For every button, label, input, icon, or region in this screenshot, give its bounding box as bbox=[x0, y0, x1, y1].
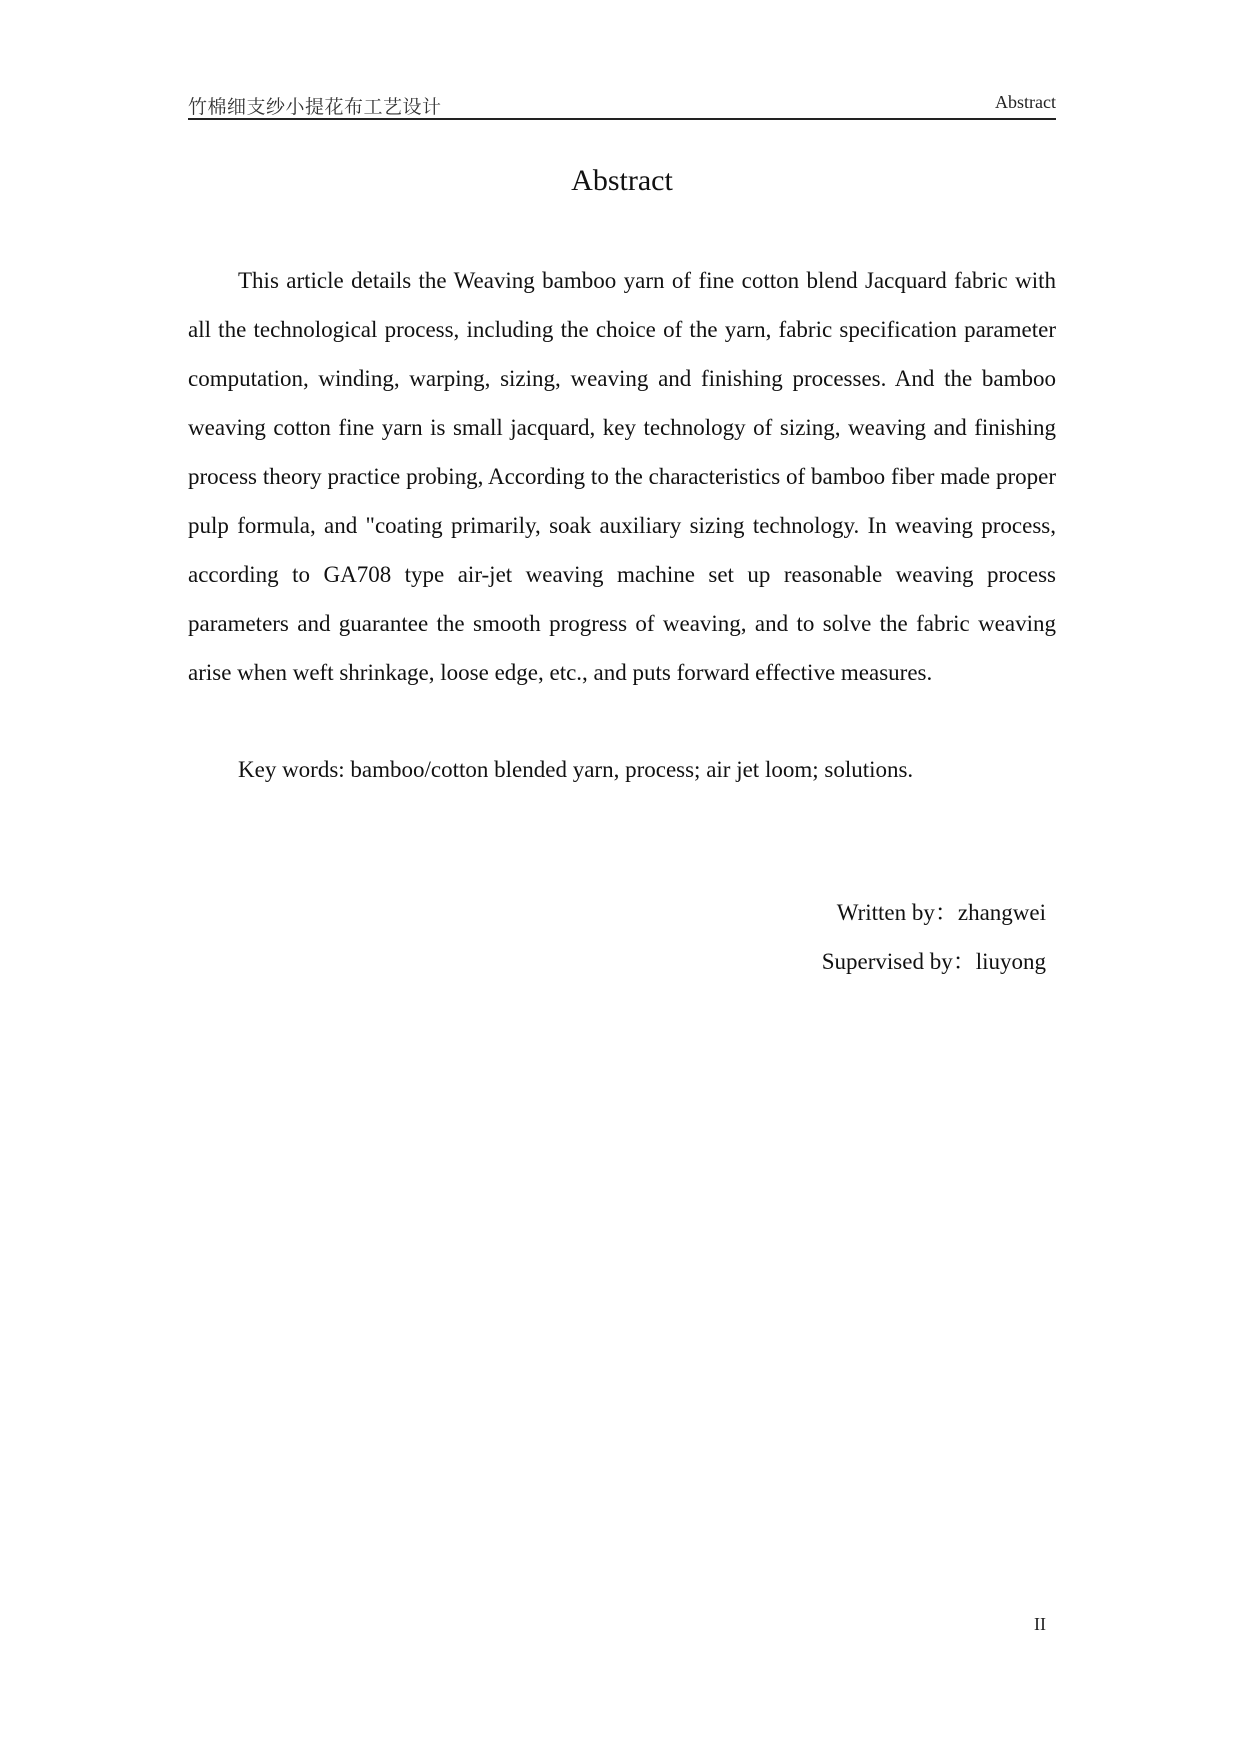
signature-block bbox=[822, 888, 1046, 986]
header-section-name: Abstract bbox=[995, 92, 1056, 112]
page-title: Abstract bbox=[571, 164, 673, 197]
header-thesis-title: 竹棉细支纱小提花布工艺设计 bbox=[188, 96, 442, 118]
keywords-line: Key words: bamboo/cotton blended yarn, process; air jet loom; solutions. bbox=[238, 757, 914, 782]
abstract-body: This article details the Weaving bamboo yarn of fine cotton blend Jacquard fabric with all the technological process, including the choice of the yarn, fabric specification parameter computation, winding, warping, sizing, weaving and finishing processes. And the bamboo weaving cotton fine yarn is small jacquard, key technology of sizing, weaving and finishing process theory practice probing, According to the characteristics of bamboo fiber made proper pulp formula, and "coating primarily, soak auxiliary sizing technology. In weaving process, according to GA708 type air-jet weaving machine set up reasonable weaving process parameters and guarantee the smooth progress of weaving, and to solve the fabric weaving arise when weft shrinkage, loose edge, etc., and puts forward effective measures. bbox=[188, 268, 1056, 685]
page-number: II bbox=[1034, 1614, 1046, 1634]
written-by: Written by：zhangwei bbox=[836, 900, 1046, 925]
supervised-by: Supervised by：liuyong bbox=[821, 949, 1046, 974]
running-header bbox=[188, 88, 1056, 120]
